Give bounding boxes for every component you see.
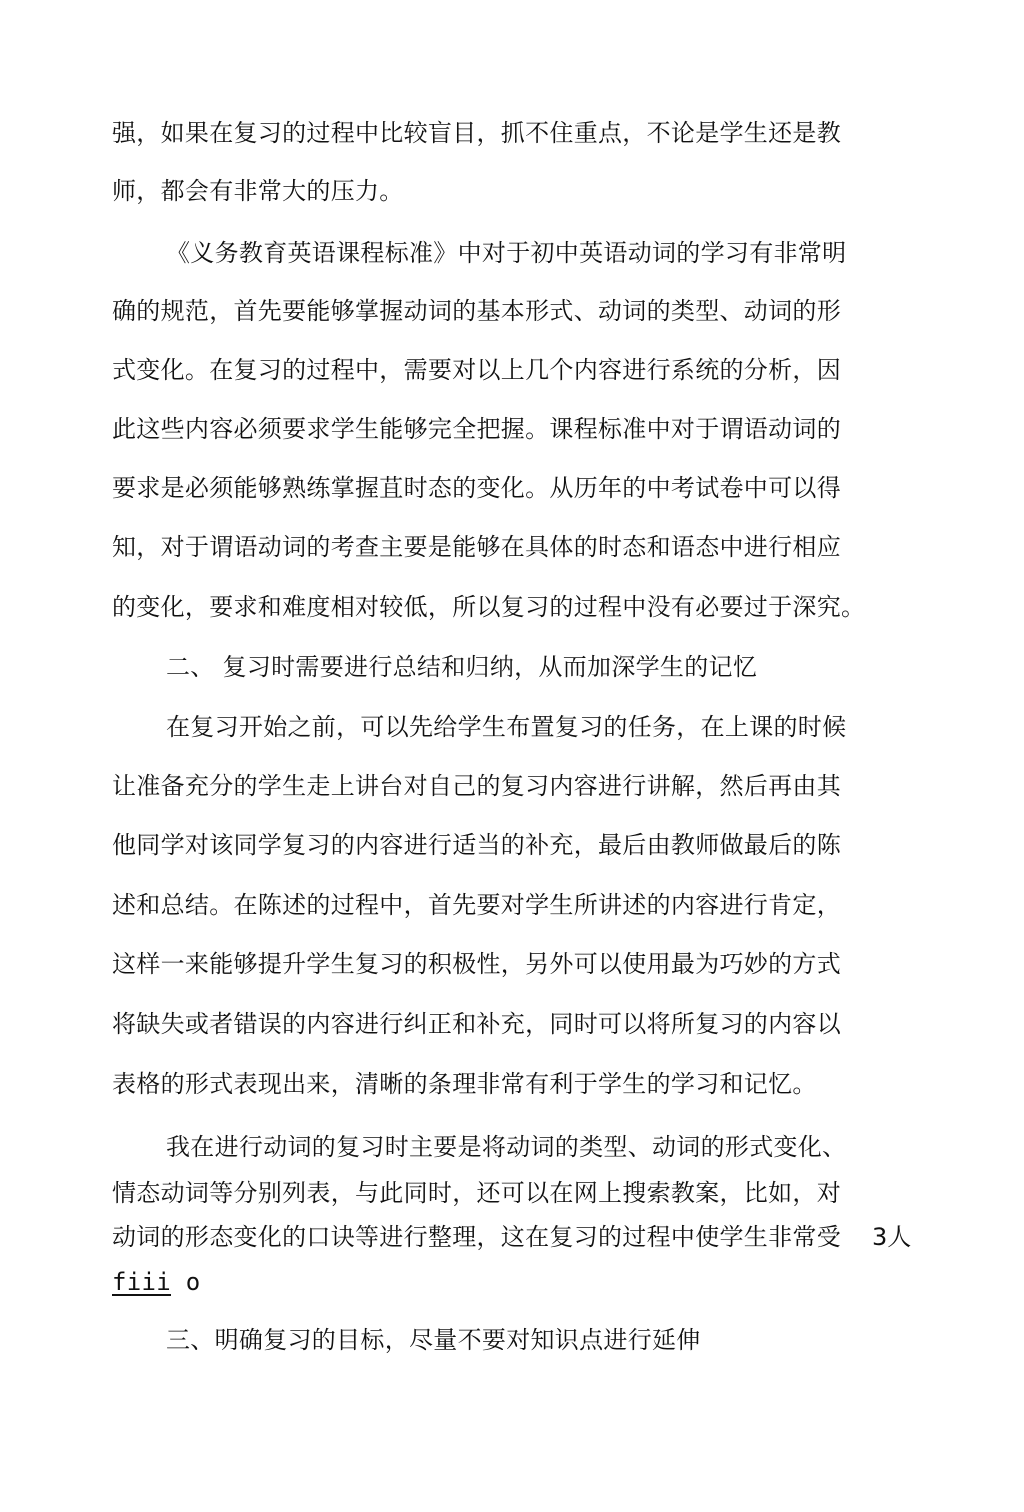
paragraph-3-line-3: 他同学对该同学复习的内容进行适当的补充，最后由教师做最后的陈 xyxy=(112,831,841,859)
paragraph-1-line-2: 师，都会有非常大的压力。 xyxy=(112,177,404,205)
paragraph-3-line-1: 在复习开始之前，可以先给学生布置复习的任务，在上课的时候 xyxy=(166,713,847,741)
section-heading-2: 二、 复习时需要进行总结和归纳，从而加深学生的记忆 xyxy=(166,653,758,681)
paragraph-4-line-2: 情态动词等分别列表，与此同时，还可以在网上搜索教案，比如，对 xyxy=(112,1179,841,1207)
garbled-text-line xyxy=(112,1267,201,1297)
paragraph-2-line-5: 要求是必须能够熟练掌握苴时态的变化。从历年的中考试卷中可以得 xyxy=(112,474,841,502)
paragraph-3-line-2: 让准备充分的学生走上讲台对自己的复习内容进行讲解，然后再由其 xyxy=(112,772,841,800)
paragraph-2-line-7: 的变化，要求和难度相对较低，所以复习的过程中没有必要过于深究。 xyxy=(112,593,866,621)
paragraph-1-line-1: 强，如果在复习的过程中比较盲目，抓不住重点，不论是学生还是教 xyxy=(112,119,841,147)
paragraph-2-line-2: 确的规范，首先要能够掌握动词的基本形式、动词的类型、动词的形 xyxy=(112,297,841,325)
paragraph-3-line-7: 表格的形式表现出来，清晰的条理非常有利于学生的学习和记忆。 xyxy=(112,1070,817,1098)
paragraph-3-line-6: 将缺失或者错误的内容进行纠正和补充，同时可以将所复习的内容以 xyxy=(112,1010,841,1038)
paragraph-4-line-1: 我在进行动词的复习时主要是将动词的类型、动词的形式变化、 xyxy=(166,1133,847,1161)
paragraph-3-line-4: 述和总结。在陈述的过程中，首先要对学生所讲述的内容进行肯定， xyxy=(112,891,841,919)
paragraph-3-line-5: 这样一来能够提升学生复习的积极性，另外可以使用最为巧妙的方式 xyxy=(112,950,841,978)
paragraph-2-line-4: 此这些内容必须要求学生能够完全把握。课程标准中对于谓语动词的 xyxy=(112,415,841,443)
margin-note: 3人 xyxy=(872,1223,912,1251)
paragraph-4-line-3: 动词的形态变化的口诀等进行整理，这在复习的过程中使学生非常受 xyxy=(112,1223,841,1251)
garbled-underlined-text: fiii xyxy=(112,1268,171,1296)
section-heading-3: 三、明确复习的目标，尽量不要对知识点进行延伸 xyxy=(166,1326,701,1354)
garbled-tail-text: o xyxy=(185,1268,201,1296)
paragraph-2-line-1: 《义务教育英语课程标准》中对于初中英语动词的学习有非常明 xyxy=(166,239,847,267)
paragraph-2-line-3: 式变化。在复习的过程中，需要对以上几个内容进行系统的分析，因 xyxy=(112,356,841,384)
paragraph-2-line-6: 知，对于谓语动词的考查主要是能够在具体的时态和语态中进行相应 xyxy=(112,533,841,561)
